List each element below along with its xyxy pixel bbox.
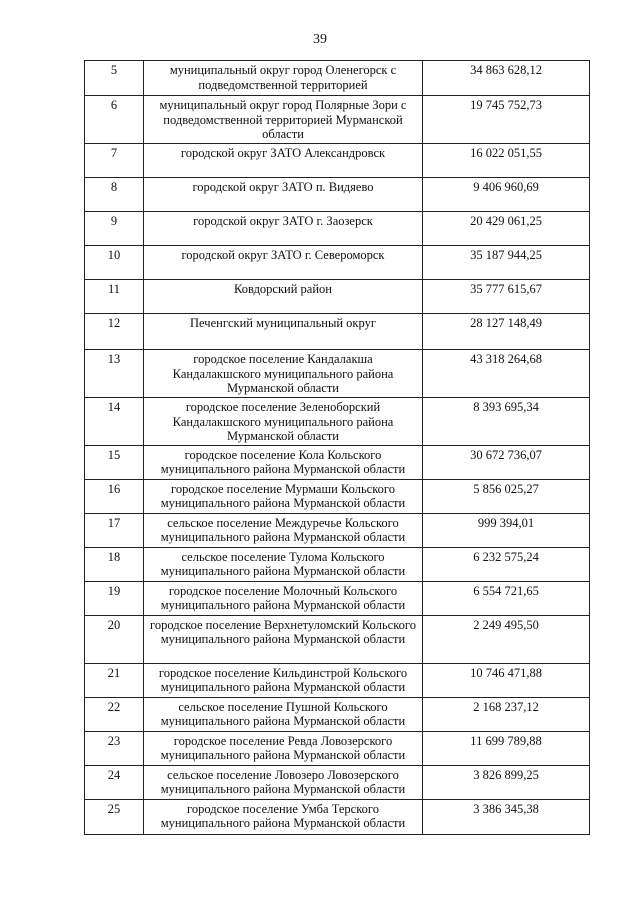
row-number: 19 bbox=[85, 581, 144, 615]
municipality-name: городское поселение Ревда Ловозерского муниципального района Мурманской области bbox=[144, 731, 423, 765]
amount: 5 856 025,27 bbox=[423, 479, 590, 513]
municipality-name: городское поселение Кандалакша Кандалакшского муниципального района Мурманской области bbox=[144, 350, 423, 398]
table-row bbox=[85, 398, 590, 446]
table-row bbox=[85, 513, 590, 547]
amount: 6 554 721,65 bbox=[423, 581, 590, 615]
amount: 30 672 736,07 bbox=[423, 445, 590, 479]
table-row bbox=[85, 350, 590, 398]
row-number: 9 bbox=[85, 212, 144, 246]
amount: 16 022 051,55 bbox=[423, 144, 590, 178]
amount: 3 386 345,38 bbox=[423, 799, 590, 834]
municipality-name: муниципальный округ город Полярные Зори с подведомственной территорией Мурманской области bbox=[144, 96, 423, 144]
row-number: 13 bbox=[85, 350, 144, 398]
amount: 999 394,01 bbox=[423, 513, 590, 547]
allocation-table bbox=[84, 60, 590, 835]
amount: 2 168 237,12 bbox=[423, 697, 590, 731]
table-row bbox=[85, 615, 590, 663]
row-number: 16 bbox=[85, 479, 144, 513]
page-number: 39 bbox=[313, 32, 327, 47]
table-row bbox=[85, 96, 590, 144]
amount: 20 429 061,25 bbox=[423, 212, 590, 246]
table-row bbox=[85, 581, 590, 615]
row-number: 18 bbox=[85, 547, 144, 581]
row-number: 5 bbox=[85, 61, 144, 96]
row-number: 25 bbox=[85, 799, 144, 834]
municipality-name: городское поселение Мурмаши Кольского муниципального района Мурманской области bbox=[144, 479, 423, 513]
row-number: 17 bbox=[85, 513, 144, 547]
table-row bbox=[85, 61, 590, 96]
municipality-name: городское поселение Зеленоборский Кандалакшского муниципального района Мурманской области bbox=[144, 398, 423, 446]
row-number: 14 bbox=[85, 398, 144, 446]
municipality-name: городской округ ЗАТО г. Североморск bbox=[144, 246, 423, 280]
amount: 8 393 695,34 bbox=[423, 398, 590, 446]
amount: 3 826 899,25 bbox=[423, 765, 590, 799]
amount: 2 249 495,50 bbox=[423, 615, 590, 663]
row-number: 10 bbox=[85, 246, 144, 280]
municipality-name: сельское поселение Междуречье Кольского муниципального района Мурманской области bbox=[144, 513, 423, 547]
municipality-name: городское поселение Кола Кольского муниципального района Мурманской области bbox=[144, 445, 423, 479]
table-row bbox=[85, 212, 590, 246]
municipality-name: сельское поселение Тулома Кольского муниципального района Мурманской области bbox=[144, 547, 423, 581]
table-row bbox=[85, 731, 590, 765]
municipality-name: городской округ ЗАТО Александровск bbox=[144, 144, 423, 178]
amount: 9 406 960,69 bbox=[423, 178, 590, 212]
municipality-name: сельское поселение Пушной Кольского муниципального района Мурманской области bbox=[144, 697, 423, 731]
row-number: 23 bbox=[85, 731, 144, 765]
table-row bbox=[85, 697, 590, 731]
table-row bbox=[85, 765, 590, 799]
amount: 19 745 752,73 bbox=[423, 96, 590, 144]
municipality-name: городское поселение Верхнетуломский Кольского муниципального района Мурманской области bbox=[144, 615, 423, 663]
row-number: 7 bbox=[85, 144, 144, 178]
amount: 11 699 789,88 bbox=[423, 731, 590, 765]
row-number: 24 bbox=[85, 765, 144, 799]
municipality-name: городское поселение Умба Терского муниципального района Мурманской области bbox=[144, 799, 423, 834]
table-row bbox=[85, 445, 590, 479]
table-row bbox=[85, 547, 590, 581]
table-row bbox=[85, 246, 590, 280]
row-number: 11 bbox=[85, 280, 144, 314]
row-number: 21 bbox=[85, 663, 144, 697]
table-row bbox=[85, 479, 590, 513]
amount: 35 777 615,67 bbox=[423, 280, 590, 314]
table-row bbox=[85, 799, 590, 834]
municipality-name: сельское поселение Ловозеро Ловозерского муниципального района Мурманской области bbox=[144, 765, 423, 799]
amount: 28 127 148,49 bbox=[423, 314, 590, 350]
municipality-name: городской округ ЗАТО п. Видяево bbox=[144, 178, 423, 212]
amount: 43 318 264,68 bbox=[423, 350, 590, 398]
table-row bbox=[85, 178, 590, 212]
table-row bbox=[85, 144, 590, 178]
municipality-name: Печенгский муниципальный округ bbox=[144, 314, 423, 350]
amount: 35 187 944,25 bbox=[423, 246, 590, 280]
municipality-name: муниципальный округ город Оленегорск с подведомственной территорией bbox=[144, 61, 423, 96]
table-row bbox=[85, 314, 590, 350]
municipality-name: городское поселение Молочный Кольского муниципального района Мурманской области bbox=[144, 581, 423, 615]
row-number: 22 bbox=[85, 697, 144, 731]
table-row bbox=[85, 663, 590, 697]
municipality-name: городской округ ЗАТО г. Заозерск bbox=[144, 212, 423, 246]
row-number: 8 bbox=[85, 178, 144, 212]
table-row bbox=[85, 280, 590, 314]
municipality-name: Ковдорский район bbox=[144, 280, 423, 314]
row-number: 15 bbox=[85, 445, 144, 479]
amount: 6 232 575,24 bbox=[423, 547, 590, 581]
municipality-name: городское поселение Кильдинстрой Кольского муниципального района Мурманской области bbox=[144, 663, 423, 697]
row-number: 20 bbox=[85, 615, 144, 663]
row-number: 12 bbox=[85, 314, 144, 350]
amount: 34 863 628,12 bbox=[423, 61, 590, 96]
amount: 10 746 471,88 bbox=[423, 663, 590, 697]
row-number: 6 bbox=[85, 96, 144, 144]
